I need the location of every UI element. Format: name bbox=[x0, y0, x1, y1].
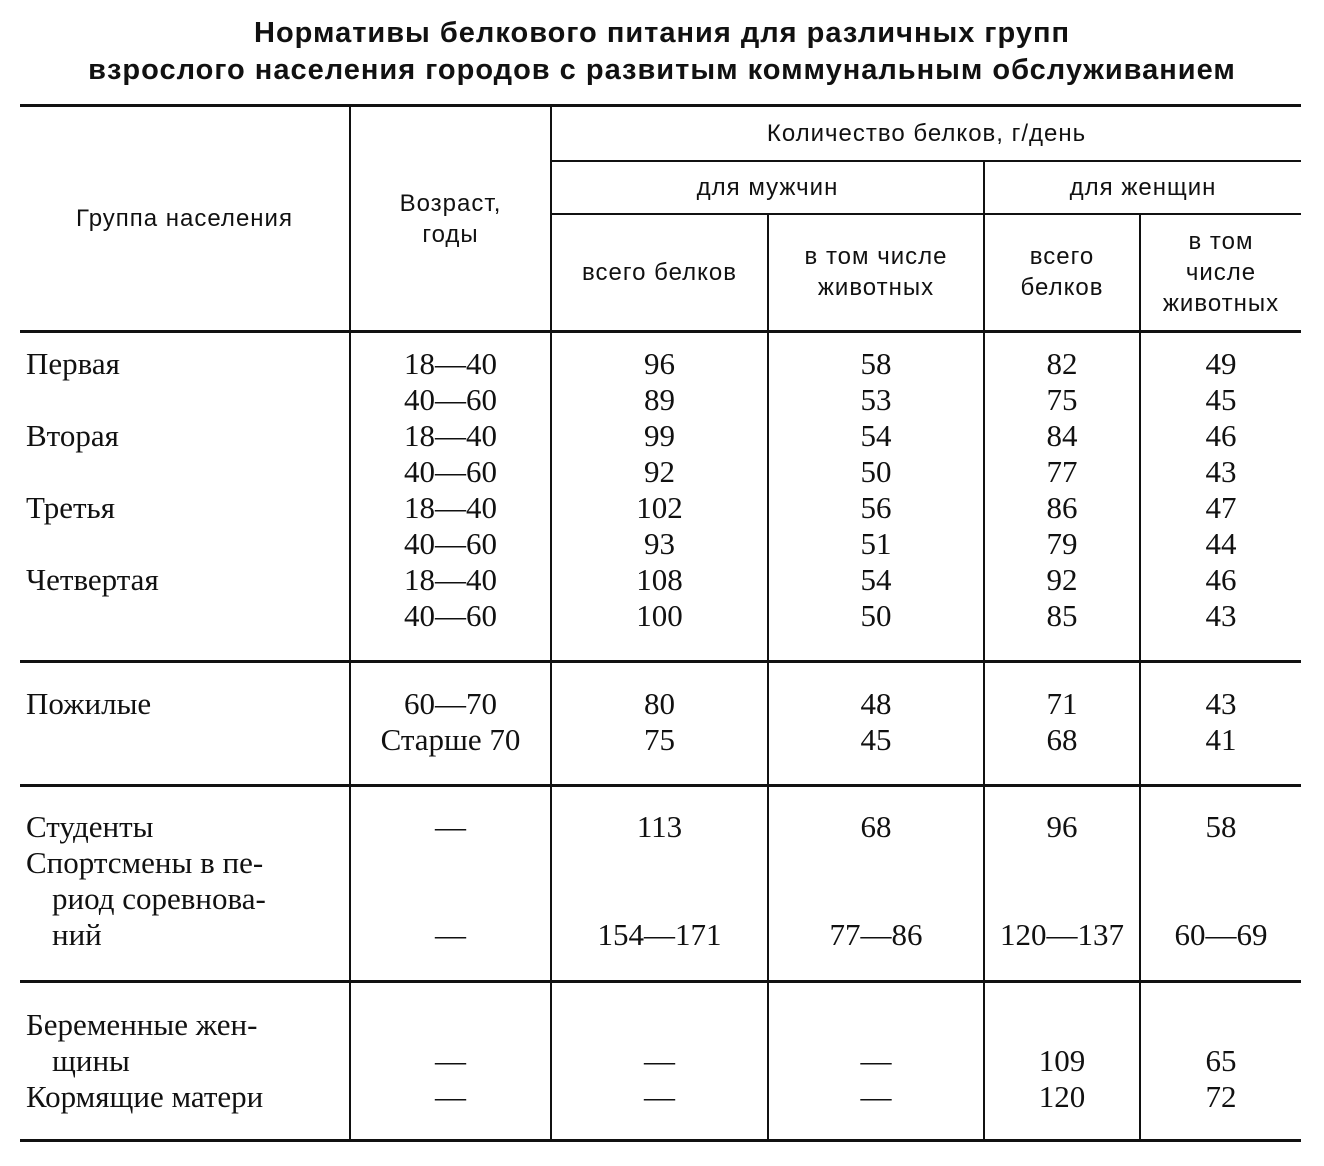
age-cell bbox=[350, 332, 551, 662]
section-working-groups bbox=[20, 332, 1301, 662]
women-total-cell bbox=[984, 786, 1140, 982]
women-animal-cell bbox=[1140, 786, 1301, 982]
men-animal-value: 45 bbox=[860, 722, 892, 757]
men-animal-value: 51 bbox=[860, 526, 892, 561]
women-total-value: 68 bbox=[1046, 722, 1078, 757]
women-total-value: 86 bbox=[1046, 490, 1078, 525]
men-animal-cell bbox=[768, 786, 984, 982]
age-value: 18—40 bbox=[404, 490, 497, 525]
header-men: для мужчин bbox=[551, 161, 984, 214]
men-total-value: 80 bbox=[644, 686, 675, 721]
women-total-value: 120 bbox=[1038, 1079, 1086, 1114]
group-name-elderly: Пожилые bbox=[26, 686, 152, 721]
header-men-total: всего белков bbox=[551, 214, 768, 332]
group-name-pregnant-line-1: Беременные жен- bbox=[26, 1007, 258, 1042]
women-total-value: 109 bbox=[1038, 1043, 1086, 1078]
men-total-value: 75 bbox=[644, 722, 675, 757]
header-women-total-line-2: белков bbox=[1020, 274, 1104, 302]
table-header bbox=[20, 106, 1301, 332]
men-animal-value: — bbox=[860, 1079, 892, 1114]
women-animal-value: 45 bbox=[1205, 382, 1237, 417]
women-total-value: 92 bbox=[1046, 562, 1078, 597]
group-name-athletes-line-3: ний bbox=[52, 917, 102, 952]
group-name-pregnant-line-2: щины bbox=[52, 1043, 130, 1078]
header-men-animal-line-1: в том числе bbox=[804, 243, 948, 271]
group-name-second: Вторая bbox=[26, 418, 119, 453]
men-total-cell bbox=[551, 982, 768, 1141]
group-name-athletes-line-2: риод соревнова- bbox=[52, 881, 266, 916]
men-total-value: 89 bbox=[644, 382, 675, 417]
section-elderly bbox=[20, 662, 1301, 786]
women-total-value: 82 bbox=[1046, 346, 1078, 381]
women-animal-value: 58 bbox=[1205, 809, 1237, 844]
men-animal-value: — bbox=[860, 1043, 892, 1078]
header-women-animal-line-1: в том bbox=[1188, 227, 1254, 255]
men-total-cell bbox=[551, 332, 768, 662]
pregnant-nursing-name-cell bbox=[20, 982, 350, 1141]
age-value: Старше 70 bbox=[380, 722, 521, 757]
women-animal-cell bbox=[1140, 982, 1301, 1141]
women-animal-value: 49 bbox=[1205, 346, 1237, 381]
table-title-line-1: Нормативы белкового питания для различных групп bbox=[254, 17, 1070, 49]
header-men-animal bbox=[768, 214, 984, 332]
men-animal-value: 77—86 bbox=[829, 917, 923, 952]
women-total-value: 79 bbox=[1046, 526, 1078, 561]
women-animal-value: 60—69 bbox=[1174, 917, 1268, 952]
age-value: 18—40 bbox=[404, 418, 497, 453]
table-title-line-2: взрослого населения городов с развитым коммунальным обслуживанием bbox=[88, 54, 1236, 86]
women-total-value: 71 bbox=[1046, 686, 1078, 721]
group-name-athletes-line-1: Спортсмены в пе- bbox=[26, 845, 264, 880]
men-total-value: 113 bbox=[636, 809, 683, 844]
section-students-athletes bbox=[20, 786, 1301, 982]
header-age-line-1: Возраст, bbox=[399, 189, 502, 217]
header-age bbox=[350, 106, 551, 332]
men-animal-value: 53 bbox=[860, 382, 892, 417]
men-animal-value: 68 bbox=[860, 809, 892, 844]
age-value: 60—70 bbox=[404, 686, 497, 721]
women-animal-value: 44 bbox=[1205, 526, 1237, 561]
men-animal-value: 54 bbox=[860, 418, 892, 453]
header-men-animal-line-2: животных bbox=[817, 274, 935, 302]
men-total-value: — bbox=[644, 1079, 675, 1114]
header-age-line-2: годы bbox=[422, 220, 479, 248]
elderly-name-cell bbox=[20, 662, 350, 786]
women-total-value: 85 bbox=[1046, 598, 1078, 633]
age-value: — bbox=[435, 1043, 466, 1078]
women-total-value: 84 bbox=[1046, 418, 1078, 453]
women-animal-value: 41 bbox=[1205, 722, 1237, 757]
women-total-value: 75 bbox=[1046, 382, 1078, 417]
men-animal-cell bbox=[768, 982, 984, 1141]
men-total-value: 99 bbox=[644, 418, 675, 453]
age-value: 40—60 bbox=[404, 454, 497, 489]
women-animal-value: 43 bbox=[1205, 598, 1237, 633]
men-total-value: 96 bbox=[644, 346, 675, 381]
men-animal-cell bbox=[768, 662, 984, 786]
group-name-nursing: Кормящие матери bbox=[26, 1079, 264, 1114]
protein-norms-table bbox=[20, 104, 1301, 1142]
age-value: 40—60 bbox=[404, 526, 497, 561]
men-total-value: 102 bbox=[636, 490, 683, 525]
age-value: 18—40 bbox=[404, 346, 497, 381]
women-animal-cell bbox=[1140, 662, 1301, 786]
header-group: Группа населения bbox=[20, 106, 350, 332]
group-name-students: Студенты bbox=[26, 809, 154, 844]
group-names-cell bbox=[20, 332, 350, 662]
age-cell bbox=[350, 662, 551, 786]
men-total-value: 92 bbox=[644, 454, 675, 489]
group-name-fourth: Четвертая bbox=[26, 562, 159, 597]
women-animal-value: 43 bbox=[1205, 686, 1237, 721]
age-cell bbox=[350, 786, 551, 982]
group-name-third: Третья bbox=[26, 490, 115, 525]
header-women: для женщин bbox=[984, 161, 1301, 214]
men-animal-value: 58 bbox=[860, 346, 892, 381]
men-animal-value: 50 bbox=[860, 598, 892, 633]
women-total-value: 77 bbox=[1046, 454, 1078, 489]
section-pregnant-nursing bbox=[20, 982, 1301, 1141]
header-women-animal-line-3: животных bbox=[1162, 289, 1280, 317]
age-cell bbox=[350, 982, 551, 1141]
women-animal-value: 47 bbox=[1205, 490, 1237, 525]
women-total-cell bbox=[984, 982, 1140, 1141]
women-total-cell bbox=[984, 662, 1140, 786]
header-protein: Количество белков, г/день bbox=[551, 106, 1301, 161]
men-animal-value: 56 bbox=[860, 490, 892, 525]
group-name-first: Первая bbox=[26, 346, 120, 381]
men-animal-value: 54 bbox=[860, 562, 892, 597]
men-total-value: — bbox=[644, 1043, 675, 1078]
men-total-cell bbox=[551, 662, 768, 786]
men-total-value: 108 bbox=[636, 562, 683, 597]
men-total-value: 154—171 bbox=[597, 917, 722, 952]
women-animal-value: 46 bbox=[1205, 562, 1237, 597]
age-value: 18—40 bbox=[404, 562, 497, 597]
header-women-animal-line-2: числе bbox=[1185, 258, 1257, 286]
header-women-total bbox=[984, 214, 1140, 332]
header-women-animal bbox=[1140, 214, 1301, 332]
men-total-cell bbox=[551, 786, 768, 982]
men-animal-value: 48 bbox=[860, 686, 892, 721]
age-value: — bbox=[435, 809, 466, 844]
students-athletes-name-cell bbox=[20, 786, 350, 982]
men-total-value: 100 bbox=[636, 598, 683, 633]
men-total-value: 93 bbox=[644, 526, 675, 561]
women-animal-value: 46 bbox=[1205, 418, 1237, 453]
women-animal-value: 72 bbox=[1205, 1079, 1237, 1114]
women-animal-value: 43 bbox=[1205, 454, 1237, 489]
age-value: 40—60 bbox=[404, 382, 497, 417]
men-animal-cell bbox=[768, 332, 984, 662]
age-value: — bbox=[435, 917, 466, 952]
women-total-value: 120—137 bbox=[1000, 917, 1124, 952]
women-animal-cell bbox=[1140, 332, 1301, 662]
age-value: 40—60 bbox=[404, 598, 497, 633]
men-animal-value: 50 bbox=[860, 454, 892, 489]
header-women-total-line-1: всего bbox=[1029, 243, 1095, 271]
women-animal-value: 65 bbox=[1205, 1043, 1237, 1078]
women-total-value: 96 bbox=[1046, 809, 1078, 844]
age-value: — bbox=[435, 1079, 466, 1114]
women-total-cell bbox=[984, 332, 1140, 662]
